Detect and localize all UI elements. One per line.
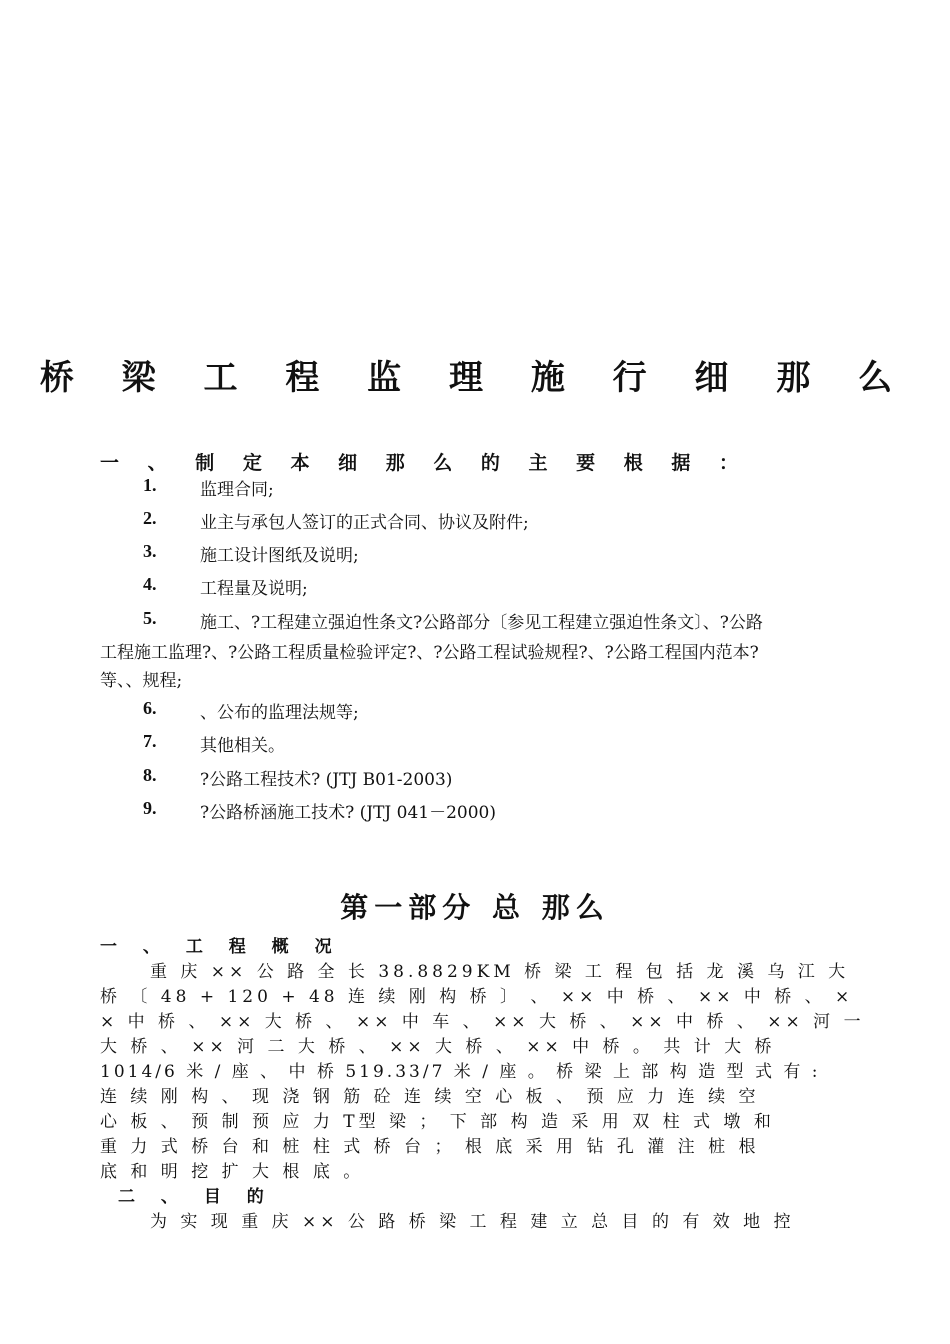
item-text: ?公路桥涵施工技术? (JTJ 041－2000) xyxy=(200,803,496,823)
section-heading-basis: 一 、 制 定 本 细 那 么 的 主 要 根 据 ： xyxy=(100,452,749,474)
item-text: 监理合同; xyxy=(200,480,274,500)
item-number: 1. xyxy=(143,475,157,495)
overview-line: 底 和 明 挖 扩 大 根 底 。 xyxy=(100,1162,365,1182)
item-number: 7. xyxy=(143,731,157,751)
purpose-line: 为 实 现 重 庆 ×× 公 路 桥 梁 工 程 建 立 总 目 的 有 效 地 控 xyxy=(150,1212,795,1232)
item-number: 4. xyxy=(143,574,157,594)
item-number: 2. xyxy=(143,508,157,528)
overview-line: × 中 桥 、 ×× 大 桥 、 ×× 中 车 、 ×× 大 桥 、 ×× 中 桥 、 ×× 河 一 xyxy=(100,1012,865,1032)
overview-line: 1014/6 米 / 座 、 中 桥 519.33/7 米 / 座 。 桥 梁 上 部 构 造 型 式 有 : xyxy=(100,1062,821,1082)
item-text: 、公布的监理法规等; xyxy=(200,703,359,723)
item-text: 工程量及说明; xyxy=(200,579,308,599)
item-text: ?公路工程技术? (JTJ B01-2003) xyxy=(200,770,453,790)
overview-line: 重 力 式 桥 台 和 桩 柱 式 桥 台 ； 根 底 采 用 钻 孔 灌 注 桩 根 xyxy=(100,1137,760,1157)
overview-heading: 一 、 工 程 概 况 xyxy=(100,937,342,957)
item-continuation: 等、、规程; xyxy=(100,671,183,691)
item-number: 6. xyxy=(143,698,157,718)
overview-line: 大 桥 、 ×× 河 二 大 桥 、 ×× 大 桥 、 ×× 中 桥 。 共 计 大 桥 xyxy=(100,1037,776,1057)
overview-line: 桥 〔 48 + 120 + 48 连 续 刚 构 桥 〕 、 ×× 中 桥 、 ×× 中 桥 、 × xyxy=(100,987,854,1007)
item-text: 业主与承包人签订的正式合同、协议及附件; xyxy=(200,513,529,533)
item-text: 施工、?工程建立强迫性条文?公路部分〔参见工程建立强迫性条文〕、?公路 xyxy=(200,613,763,633)
overview-line: 心 板 、 预 制 预 应 力 T型 梁 ； 下 部 构 造 采 用 双 柱 式 墩 和 xyxy=(100,1112,775,1132)
document-title: 桥 梁 工 程 监 理 施 行 细 那 么 xyxy=(39,358,911,398)
item-number: 5. xyxy=(143,608,157,628)
item-text: 施工设计图纸及说明; xyxy=(200,546,359,566)
part-title: 第一部分 总 那么 xyxy=(340,891,610,924)
overview-line: 重 庆 ×× 公 路 全 长 38.8829KM 桥 梁 工 程 包 括 龙 溪 乌 江 大 xyxy=(150,962,850,982)
item-number: 8. xyxy=(143,765,157,785)
overview-line: 连 续 刚 构 、 现 浇 钢 筋 砼 连 续 空 心 板 、 预 应 力 连 续 空 xyxy=(100,1087,760,1107)
item-number: 9. xyxy=(143,798,157,818)
item-continuation: 工程施工监理?、?公路工程质量检验评定?、?公路工程试验规程?、?公路工程国内范本? xyxy=(100,643,759,663)
item-text: 其他相关。 xyxy=(200,736,285,756)
purpose-heading: 二 、 目 的 xyxy=(118,1187,274,1207)
item-number: 3. xyxy=(143,541,157,561)
